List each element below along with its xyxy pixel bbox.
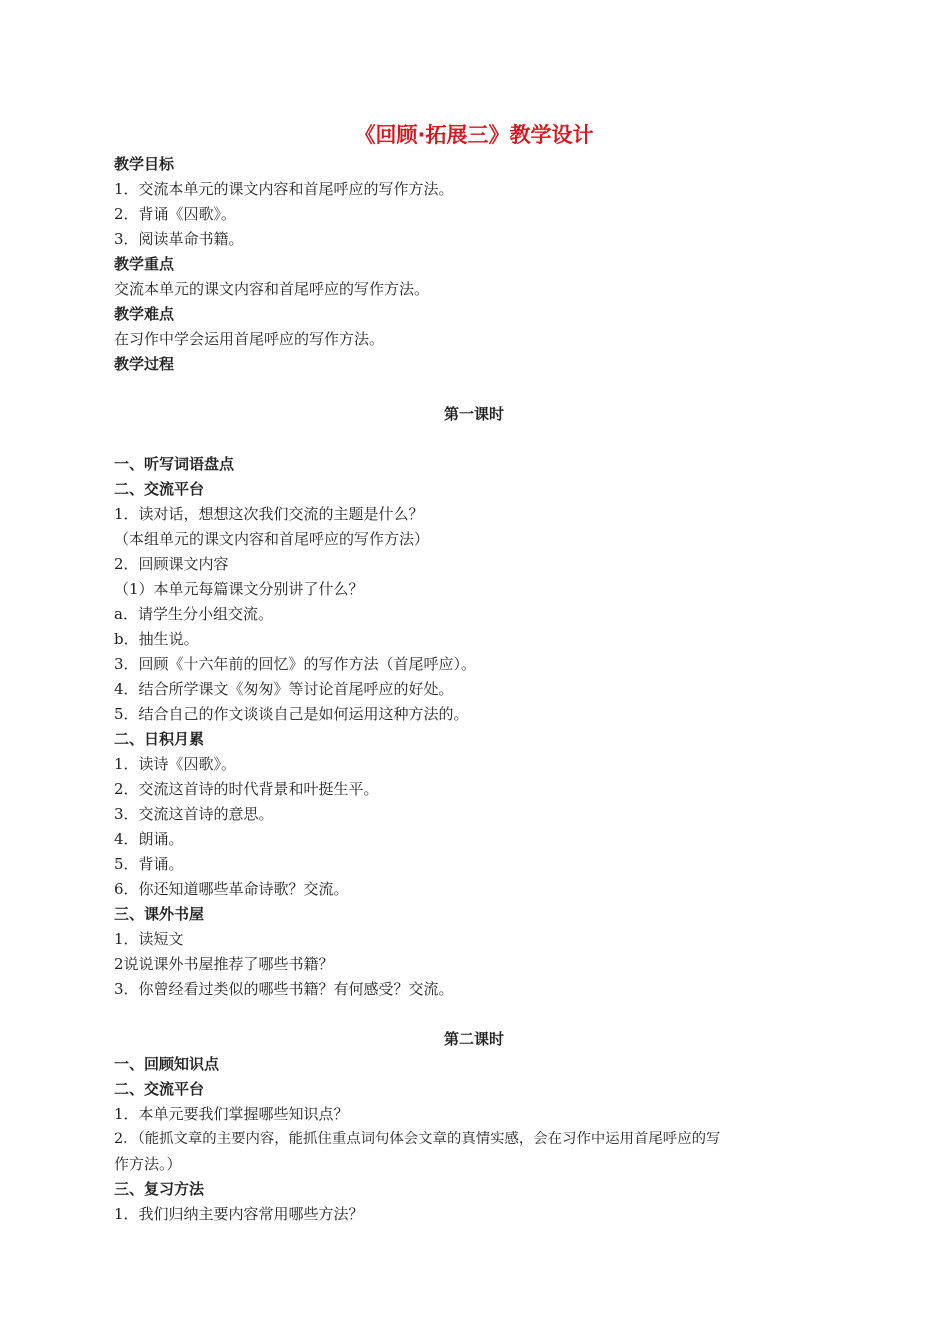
section-heading: 二、日积月累 [114,730,205,748]
section-heading: 三、课外书屋 [114,905,205,923]
list-item: 3．交流这首诗的意思。 [114,805,274,823]
list-item: 2．（能抓文章的主要内容，能抓住重点词句体会文章的真情实感，会在习作中运用首尾呼应的写 [114,1131,721,1147]
list-item: 1．本单元要我们掌握哪些知识点？ [114,1105,349,1123]
difficulty-text: 在习作中学会运用首尾呼应的写作方法。 [114,330,385,348]
list-item: 1．读诗《囚歌》。 [114,755,237,773]
list-item: 4．朗诵。 [114,830,184,848]
section-heading: 二、交流平台 [114,480,205,498]
section-heading: 二、交流平台 [114,1080,205,1098]
key-text: 交流本单元的课文内容和首尾呼应的写作方法。 [114,280,430,298]
list-item: 5．结合自己的作文谈谈自己是如何运用这种方法的。 [114,705,469,723]
list-item: 1．读对话，想想这次我们交流的主题是什么？ [114,505,424,523]
document-title: 《回顾·拓展三》教学设计 [354,123,594,147]
document-page [114,118,834,1227]
list-item: （1）本单元每篇课文分别讲了什么？ [114,580,364,598]
list-item: a．请学生分小组交流。 [114,605,273,623]
section-heading: 一、回顾知识点 [114,1055,220,1073]
list-item: 2．回顾课文内容 [114,555,229,573]
list-item: 4．结合所学课文《匆匆》等讨论首尾呼应的好处。 [114,680,454,698]
difficulty-heading: 教学难点 [114,305,175,323]
lesson1-heading: 第一课时 [443,405,504,423]
list-item: 1．读短文 [114,930,184,948]
list-item-continuation: 作方法。） [114,1155,182,1173]
goal-item: 1．交流本单元的课文内容和首尾呼应的写作方法。 [114,180,454,198]
list-item: 3．你曾经看过类似的哪些书籍？有何感受？交流。 [114,980,454,998]
process-heading: 教学过程 [114,355,175,373]
list-item: 3．回顾《十六年前的回忆》的写作方法（首尾呼应）。 [114,655,477,673]
list-item: 1．我们归纳主要内容常用哪些方法？ [114,1205,364,1223]
goal-item: 3．阅读革命书籍。 [114,230,244,248]
section-heading: 三、复习方法 [114,1180,205,1198]
list-item: 6．你还知道哪些革命诗歌？交流。 [114,880,349,898]
list-item: 2．交流这首诗的时代背景和叶挺生平。 [114,780,379,798]
key-heading: 教学重点 [114,255,175,273]
list-item: 5．背诵。 [114,855,184,873]
list-item: （本组单元的课文内容和首尾呼应的写作方法） [114,530,430,548]
list-item: 2说说课外书屋推荐了哪些书籍？ [114,955,334,973]
lesson2-heading: 第二课时 [443,1030,504,1048]
goal-item: 2．背诵《囚歌》。 [114,205,237,223]
list-item: b．抽生说。 [114,630,199,648]
goals-heading: 教学目标 [114,155,175,173]
section-heading: 一、听写词语盘点 [114,455,235,473]
